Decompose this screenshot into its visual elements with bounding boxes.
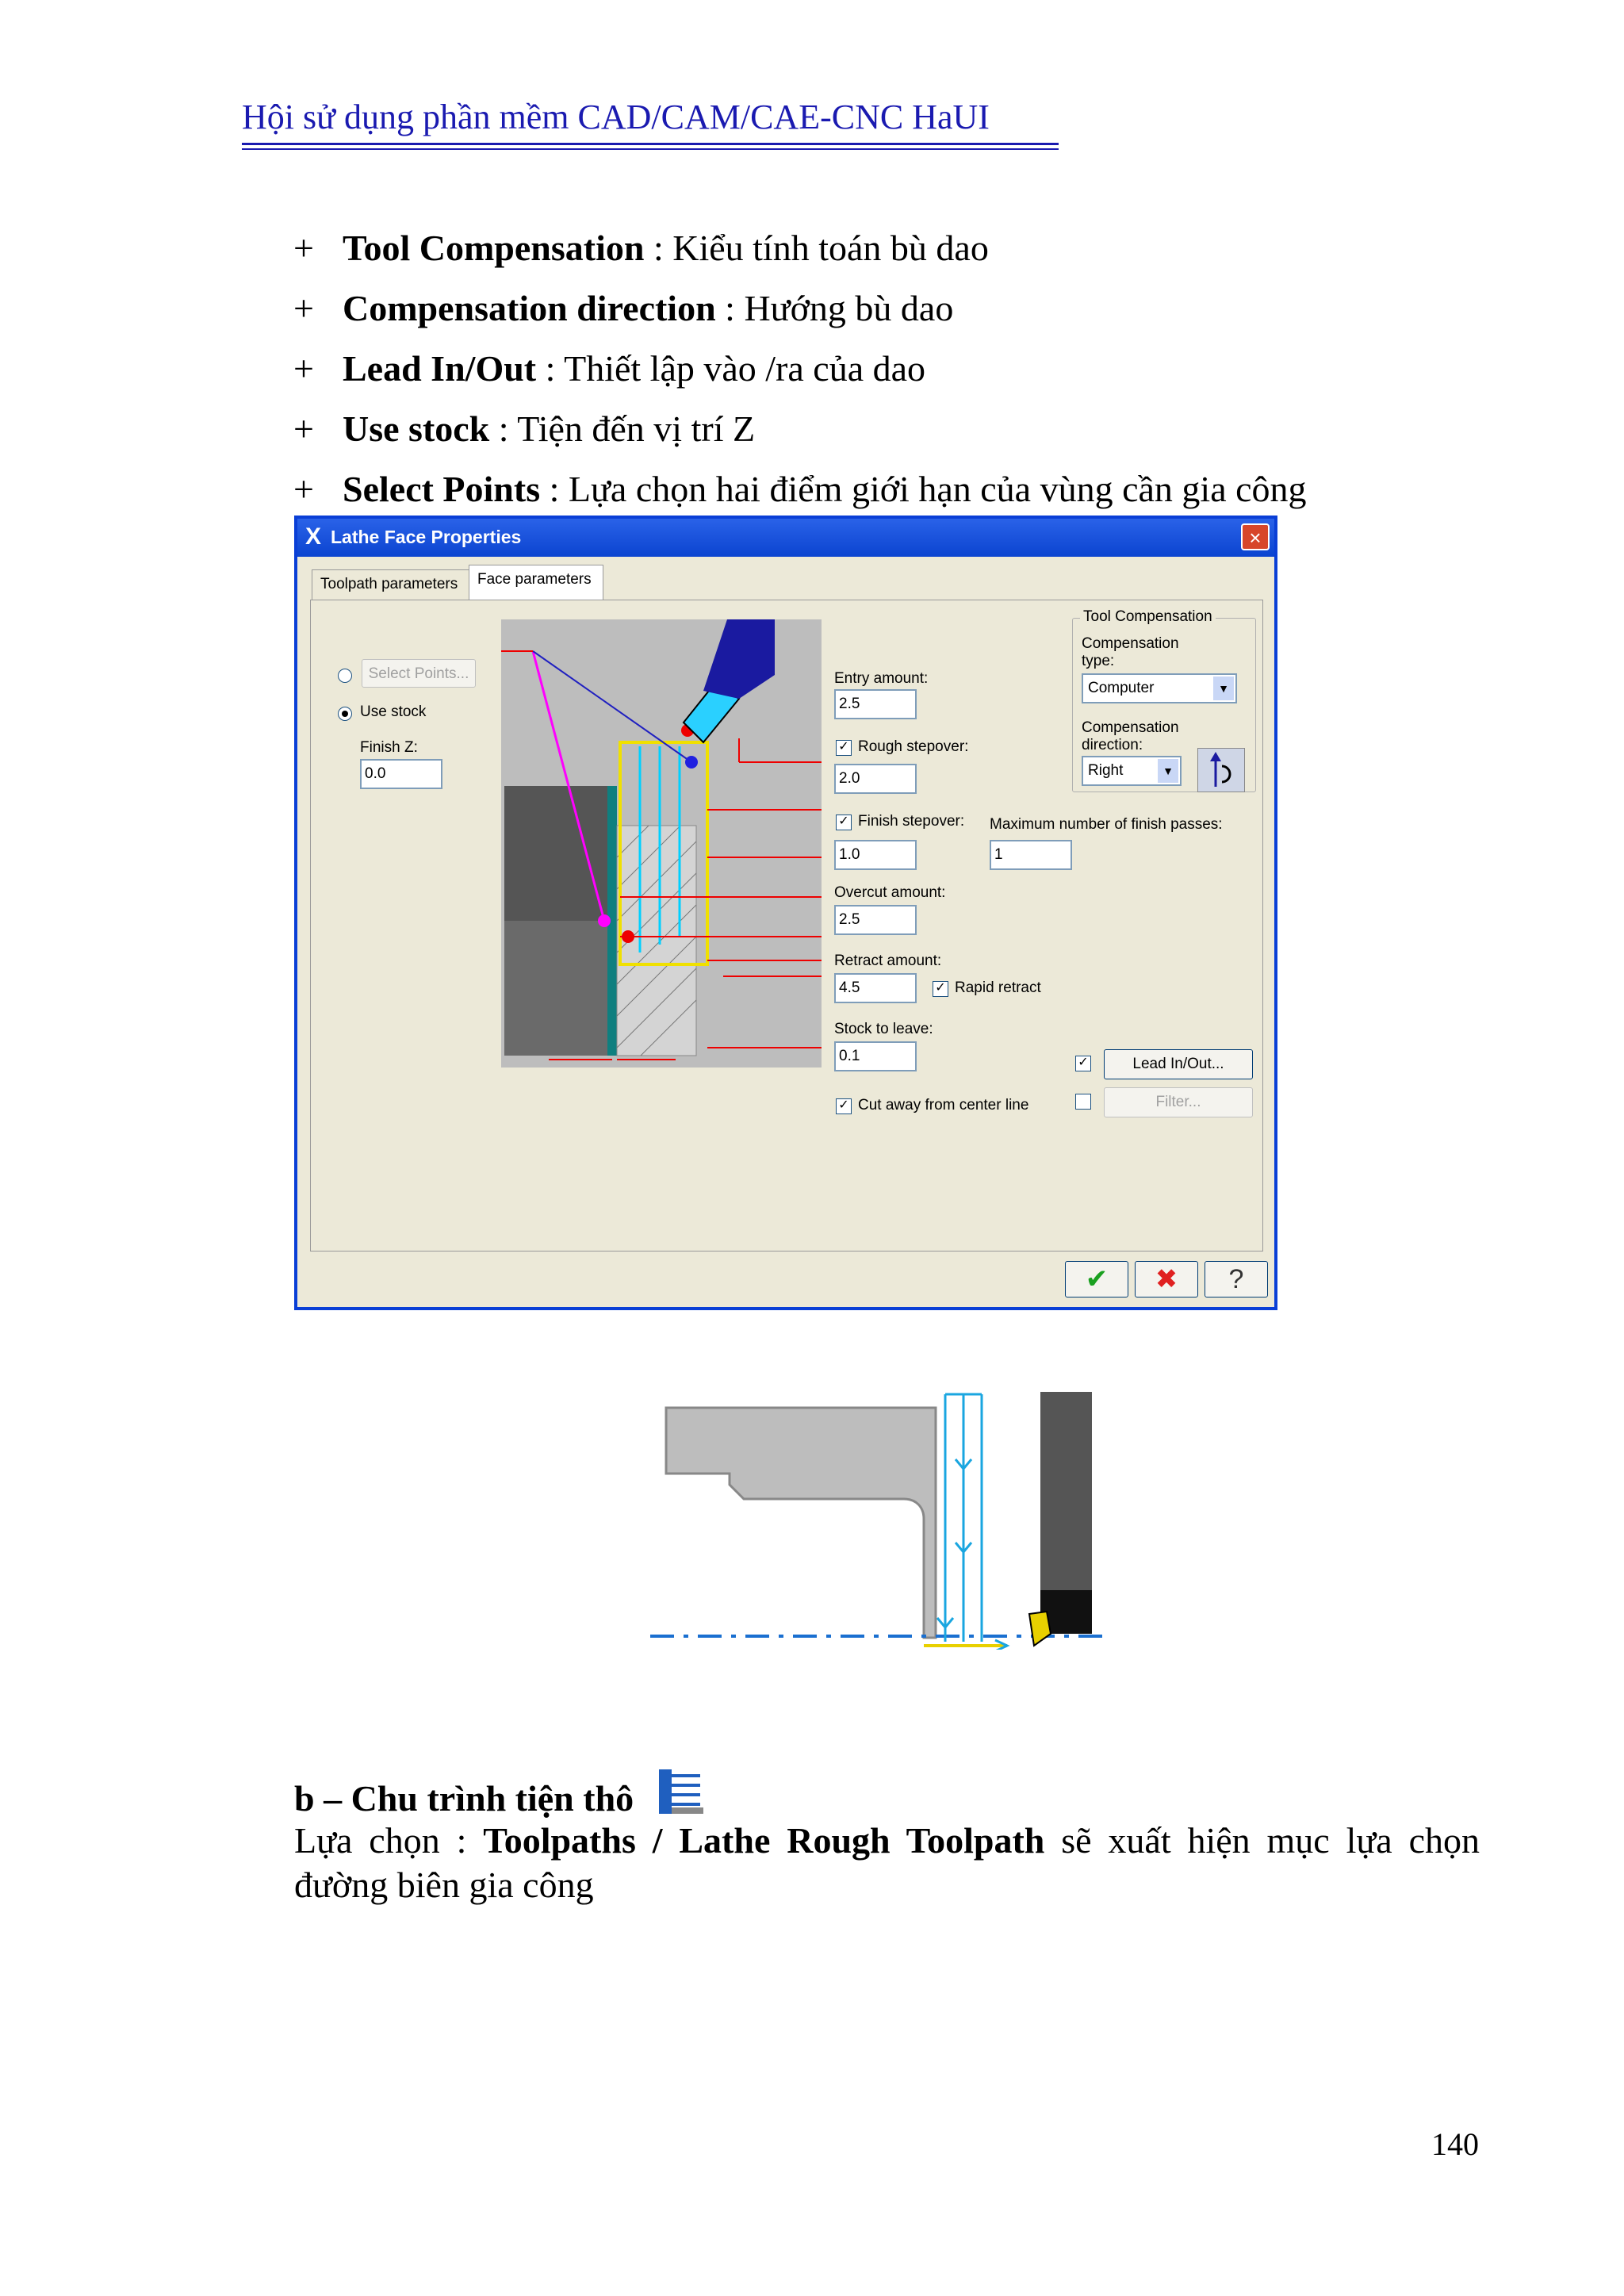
app-icon: X (305, 523, 322, 550)
retract-amount-label: Retract amount: (834, 953, 942, 969)
bullet-desc: : Hướng bù dao (715, 288, 954, 328)
face-diagram (501, 619, 822, 1068)
lead-inout-button[interactable]: Lead In/Out... (1104, 1049, 1253, 1079)
comp-dir-label: Compensation direction: (1082, 719, 1179, 753)
finish-stepover-checkbox[interactable]: ✓ (836, 815, 852, 830)
max-finish-passes-input[interactable]: 1 (990, 840, 1072, 870)
stock-to-leave-label: Stock to leave: (834, 1021, 933, 1037)
paragraph-line-1: Lựa chọn : Toolpaths / Lathe Rough Toolpath sẽ xuất hiện mục lựa chọn (294, 1820, 1480, 1861)
bullet-desc: : Tiện đến vị trí Z (489, 408, 756, 449)
rough-stepover-label: Rough stepover: (858, 738, 969, 755)
ok-button[interactable]: ✔ (1065, 1261, 1128, 1297)
bullet-term: Use stock (343, 408, 490, 449)
overcut-amount-input[interactable]: 2.5 (834, 905, 917, 935)
lead-inout-checkbox[interactable]: ✓ (1075, 1056, 1091, 1071)
page-header: Hội sử dụng phần mềm CAD/CAM/CAE-CNC HaUI (242, 98, 990, 136)
paragraph-line-2: đường biên gia công (294, 1865, 594, 1905)
entry-amount-label: Entry amount: (834, 670, 929, 687)
help-button[interactable]: ? (1205, 1261, 1268, 1297)
filter-button[interactable]: Filter... (1104, 1087, 1253, 1117)
rough-stepover-checkbox[interactable]: ✓ (836, 740, 852, 756)
tool-point-marker (685, 756, 698, 769)
max-finish-passes-label: Maximum number of finish passes: (990, 816, 1223, 833)
cut-away-label: Cut away from center line (858, 1097, 1029, 1114)
finish-stepover-label: Finish stepover: (858, 813, 965, 830)
comp-direction-icon (1198, 749, 1244, 792)
chevron-down-icon: ▼ (1158, 759, 1178, 783)
bullet-item: + Lead In/Out : Thiết lập vào /ra của dao (293, 348, 926, 389)
tab-toolpath-parameters[interactable]: Toolpath parameters (312, 569, 470, 600)
bullet-item: + Use stock : Tiện đến vị trí Z (293, 408, 756, 449)
dialog-titlebar (297, 519, 1274, 557)
bullet-desc: : Kiểu tính toán bù dao (644, 228, 989, 268)
use-stock-label: Use stock (360, 703, 427, 720)
header-rule (242, 143, 1059, 145)
tool-shank (1040, 1392, 1092, 1606)
comp-dir-select[interactable]: Right ▼ (1082, 756, 1182, 786)
rapid-retract-checkbox[interactable]: ✓ (933, 981, 948, 997)
stock-upper (504, 786, 607, 921)
lathe-rough-icon (654, 1765, 705, 1815)
menu-path: Toolpaths / Lathe Rough Toolpath (483, 1820, 1045, 1861)
face-parameters-panel (310, 600, 1263, 1251)
workpiece-profile (666, 1408, 936, 1638)
page-number: 140 (1431, 2126, 1479, 2162)
comp-type-label: Compensation type: (1082, 635, 1179, 669)
bullet-item: + Compensation direction : Hướng bù dao (293, 288, 954, 328)
finish-z-label: Finish Z: (360, 739, 418, 756)
rapid-retract-label: Rapid retract (955, 979, 1041, 996)
comp-direction-button[interactable] (1197, 748, 1245, 792)
header-rule-thin (242, 148, 1059, 150)
rough-stepover-input[interactable]: 2.0 (834, 764, 917, 794)
bullet-list (293, 218, 1307, 519)
chevron-down-icon: ▼ (1213, 677, 1234, 700)
stock-lower (504, 921, 607, 1056)
comp-type-select[interactable]: Computer ▼ (1082, 673, 1237, 703)
cancel-button[interactable]: ✖ (1135, 1261, 1198, 1297)
filter-checkbox[interactable] (1075, 1094, 1091, 1110)
select-points-button[interactable]: Select Points... (362, 659, 476, 688)
stock-to-leave-input[interactable]: 0.1 (834, 1041, 917, 1071)
tool-compensation-group-label: Tool Compensation (1080, 608, 1216, 626)
close-icon: × (1249, 526, 1262, 550)
close-button[interactable] (1241, 523, 1270, 550)
dialog-title: Lathe Face Properties (331, 527, 522, 547)
section-heading: b – Chu trình tiện thô (294, 1765, 705, 1819)
select-points-radio[interactable] (338, 669, 352, 683)
tool-insert (1029, 1612, 1051, 1646)
tab-face-parameters[interactable]: Face parameters (469, 565, 603, 601)
retract-amount-input[interactable]: 4.5 (834, 973, 917, 1003)
finish-z-input[interactable]: 0.0 (360, 759, 442, 789)
facing-illustration (650, 1380, 1126, 1650)
cut-away-checkbox[interactable]: ✓ (836, 1098, 852, 1114)
toolpath-lines (937, 1394, 982, 1642)
bullet-term: Lead In/Out (343, 348, 537, 389)
finish-stepover-input[interactable]: 1.0 (834, 840, 917, 870)
bullet-term: Select Points (343, 469, 541, 509)
bullet-term: Compensation direction (343, 288, 716, 328)
lathe-face-dialog (294, 516, 1277, 1310)
overcut-amount-label: Overcut amount: (834, 884, 946, 901)
bullet-desc: : Thiết lập vào /ra của dao (536, 348, 926, 389)
bullet-item: + Tool Compensation : Kiểu tính toán bù dao (293, 228, 989, 268)
start-point-marker (598, 914, 611, 927)
bullet-item: + Select Points : Lựa chọn hai điểm giới hạn của vùng cần gia công (293, 469, 1307, 509)
use-stock-radio[interactable] (338, 707, 352, 721)
entry-amount-input[interactable]: 2.5 (834, 689, 917, 719)
bullet-term: Tool Compensation (343, 228, 645, 268)
bullet-desc: : Lựa chọn hai điểm giới hạn của vùng cần gia công (540, 469, 1307, 509)
